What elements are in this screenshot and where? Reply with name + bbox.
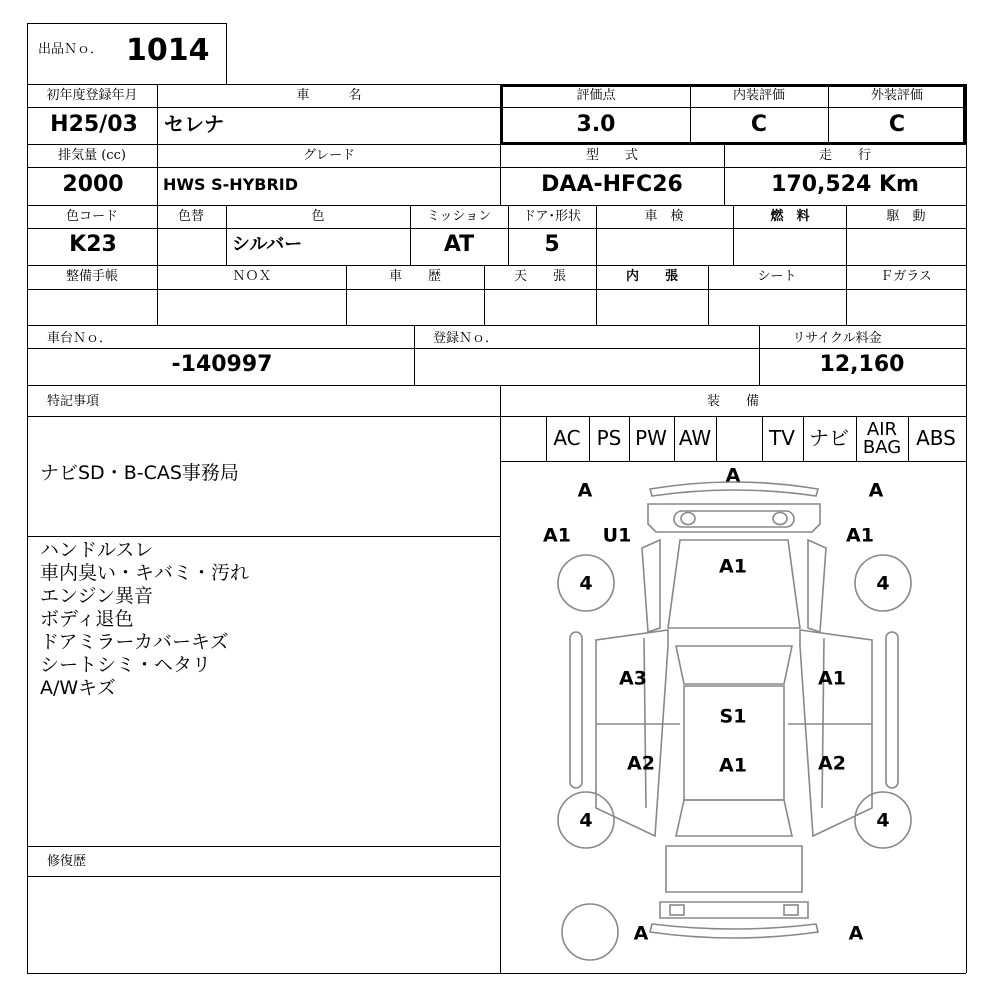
body-right-outline (800, 630, 872, 836)
fender-left-outline (642, 540, 660, 632)
rear-glass-outline (676, 800, 792, 836)
fender-right-outline (808, 540, 826, 632)
equipment-label: 装 備 (706, 394, 760, 409)
notes-label: 特記事項 (47, 394, 100, 409)
score-value: 3.0 (576, 112, 616, 137)
equipment-tv: TV (769, 426, 795, 450)
mark-rear-left: A (633, 922, 649, 945)
interior-label: 内装評価 (732, 88, 786, 103)
note-line: ドアミラーカバーキズ (40, 631, 229, 653)
rear-hatch-outline (666, 846, 802, 892)
recycle-value: 12,160 (819, 352, 905, 377)
mileage-value: 170,524 Km (771, 172, 919, 197)
mark-rear-door-left: A2 (627, 752, 655, 775)
mission-value: AT (443, 232, 475, 257)
maintenance-label: 整備手帳 (65, 269, 119, 284)
side-step-left (570, 632, 582, 788)
note-line: ボディ退色 (40, 608, 134, 630)
model-label: 型 式 (585, 148, 639, 163)
mark-front-center: A (725, 464, 741, 487)
mark-rear-right: A (848, 922, 864, 945)
equipment-ps: PS (596, 426, 622, 450)
roof-outline (684, 686, 784, 800)
first-registration-value: H25/03 (50, 112, 138, 137)
windshield-outline (676, 646, 792, 684)
glass-label: Ｆガラス (880, 269, 932, 284)
mark-roof-rear: A1 (719, 754, 747, 777)
chassis-label: 車台Ｎｏ． (47, 331, 113, 346)
history-label: 車 歴 (388, 269, 442, 284)
mark-rear-door-right: A2 (818, 752, 846, 775)
note-line: ハンドルスレ (40, 539, 154, 561)
hood-outline (668, 540, 800, 628)
door-value: 5 (544, 232, 560, 257)
door-label: ドア･形状 (522, 209, 582, 224)
equipment-ac: AC (553, 426, 581, 450)
equipment-pw: PW (635, 426, 667, 450)
displacement-value: 2000 (62, 172, 124, 197)
door-line (644, 638, 646, 808)
note-line: 車内臭い・キバミ・汚れ (40, 562, 250, 584)
mark-front-left: A (577, 479, 593, 502)
model-value: DAA-HFC26 (541, 172, 683, 197)
emblem-outline (773, 513, 787, 525)
color-code-value: K23 (69, 232, 117, 257)
color-value: シルバー (232, 234, 303, 255)
grade-label: グレード (302, 148, 356, 163)
mark-fender-right: A1 (846, 524, 874, 547)
displacement-label: 排気量 (cc) (58, 148, 126, 163)
color-code-label: 色コード (65, 209, 119, 224)
repair-history-label: 修復歴 (47, 854, 87, 869)
mark-hood: A1 (719, 555, 747, 578)
chassis-value: -140997 (171, 352, 273, 377)
fuel-label: 燃 料 (770, 209, 810, 224)
repaint-label: 色替 (177, 209, 205, 224)
nox-label: ＮＯＸ (232, 269, 272, 284)
side-step-right (886, 632, 898, 788)
exterior-label: 外装評価 (870, 88, 924, 103)
mark-tire-rear-right: 4 (876, 809, 890, 832)
note-line: エンジン異音 (40, 585, 154, 607)
score-label: 評価点 (576, 88, 616, 103)
first-registration-label: 初年度登録年月 (46, 88, 138, 103)
mark-tire-rear-left: 4 (579, 809, 593, 832)
emblem-outline (681, 513, 695, 525)
mileage-label: 走 行 (818, 148, 872, 163)
lot-number: 1014 (126, 33, 210, 68)
mark-tire-front-left: 4 (579, 572, 593, 595)
note-line: ナビSD・B-CAS事務局 (40, 462, 239, 484)
rear-lamp-right (784, 905, 798, 915)
ceiling-label: 天 張 (513, 269, 567, 284)
mark-roof: S1 (719, 705, 747, 728)
rear-bumper-lower (650, 924, 818, 938)
mark-tire-front-right: 4 (876, 572, 890, 595)
car-name-label: 車 名 (296, 88, 362, 103)
lot-label: 出品Ｎｏ． (38, 42, 104, 57)
registration-label: 登録Ｎｏ． (433, 331, 499, 346)
mark-fender-left: A1 (543, 524, 571, 547)
spare-tire (562, 904, 618, 960)
body-left-outline (596, 630, 668, 836)
note-line: A/Wキズ (40, 677, 116, 699)
equipment-abs: ABS (916, 426, 956, 450)
equipment-airbag: AIR BAG (862, 419, 902, 458)
mark-front-door-left: A3 (619, 667, 647, 690)
mission-label: ミッション (426, 209, 492, 224)
color-label: 色 (311, 209, 325, 224)
car-name-value: セレナ (164, 112, 224, 136)
note-line: シートシミ・ヘタリ (40, 654, 212, 676)
drive-label: 駆 動 (886, 209, 926, 224)
inspection-label: 車 検 (644, 209, 684, 224)
mark-mirror-left: U1 (602, 524, 632, 547)
mark-front-door-right: A1 (818, 667, 846, 690)
recycle-label: リサイクル料金 (792, 331, 882, 346)
rear-lamp-left (670, 905, 684, 915)
mark-front-right: A (868, 479, 884, 502)
exterior-value: C (888, 112, 906, 137)
seat-label: シート (757, 269, 797, 284)
inner-trim-label: 内 張 (625, 269, 679, 284)
equipment-navi: ナビ (809, 426, 849, 450)
door-line (822, 638, 824, 808)
interior-value: C (750, 112, 768, 137)
grade-value: HWS S-HYBRID (163, 175, 299, 194)
equipment-aw: AW (678, 426, 712, 450)
